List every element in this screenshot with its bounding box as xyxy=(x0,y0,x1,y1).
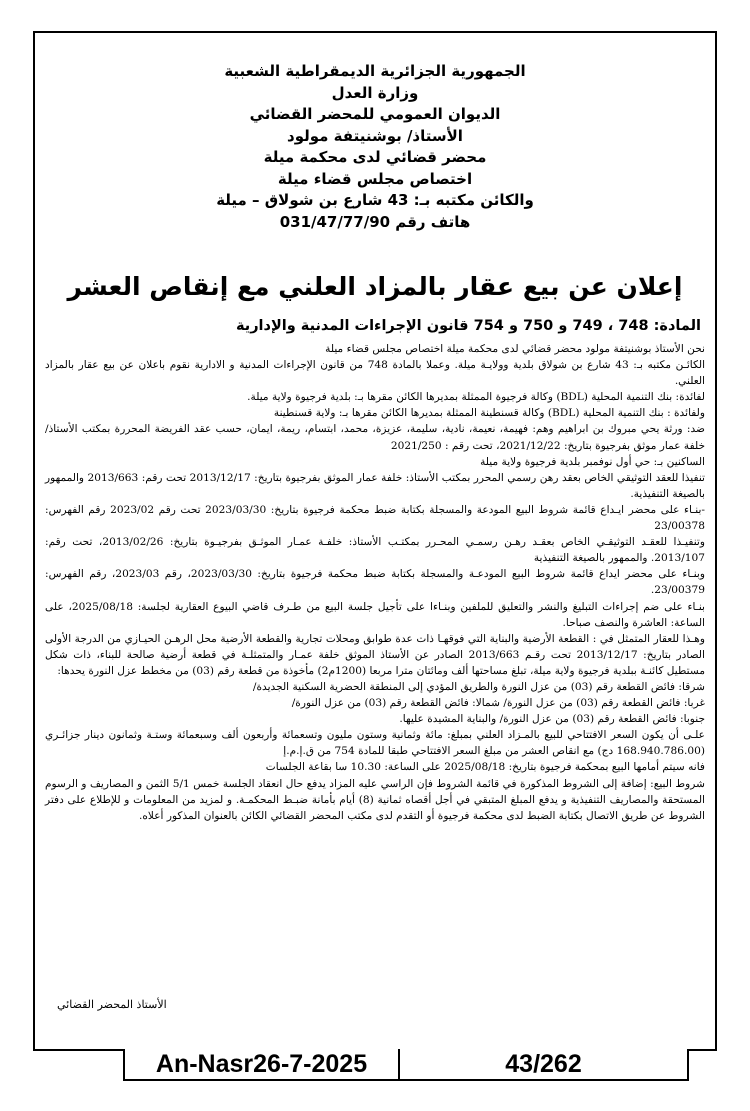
notice-subtitle: المادة: 748 ، 749 و 750 و 754 قانون الإجراءات المدنية والإدارية xyxy=(235,318,701,334)
header-republic: الجمهورية الجزائرية الديمقراطية الشعبية xyxy=(224,62,526,80)
body-paragraph: غربا: فائض القطعة رقم (03) من عزل النورة/ شمالا: فائض القطعة رقم (03) من عزل النورة/ xyxy=(291,697,705,710)
body-paragraph: علـى أن يكون السعر الافتتاحي للبيع بالمـزاد العلني بمبلغ: مائة وثمانية وستون مليون وتسعمائة وأربعون ألف وسبعمائة وستـة وثمانون دينار جزائـري (168.940.786.00 دج) مع انقاص العشر من مبلغ السعر الافتتاحي طبقا للمادة 754 من ق.إ.م.إ xyxy=(45,729,705,758)
body-paragraph: وبنـاء على محضر ايداع قائمة شروط البيع المودعـة والمسجلة بكتابة ضبط محكمة فرجيوة بتاريخ: 2023/03/30، رقم 2023/03، رقم الفهرس: 23/00379. xyxy=(45,568,705,597)
notice-body xyxy=(45,341,705,824)
body-paragraph: الساكنين بـ: حي أول نوفمبر بلدية فرجيوة ولاية ميلة xyxy=(480,455,705,468)
body-paragraph: نحن الأستاذ بوشنيتفة مولود محضر قضائي لدى محكمة ميلة اختصاص مجلس قضاء ميلة xyxy=(325,343,705,355)
body-paragraph: الكائـن مكتبه بـ: 43 شارع بن شولاق بلدية وولايـة ميلة. وعملا بالمادة 748 من قانون الإجراءات المدنية و الادارية نقوم باعلان عن بيع عقار بالمزاد العلني. xyxy=(45,359,706,388)
body-paragraph: ضد: ورثة يحي مبروك بن ابراهيم وهم: فهيمة، نعيمة، نادية، سليمة، عزيزة، محمد، ابتسام، ريمة، ايمان، حسب عقد الفريضة المحررة بمكتب الأستاذ/ خلفة عمار موثق بفرجيوة بتاريخ: 2021/12/22، تحت رقم : 2021/250 xyxy=(45,423,705,452)
signature: الأستاذ المحضر القضائي xyxy=(57,998,167,1011)
header-bailiff-name: الأستاذ/ بوشنيتفة مولود xyxy=(287,126,463,145)
header-court: محضر قضائي لدى محكمة ميلة xyxy=(263,148,487,166)
header-ministry: وزارة العدل xyxy=(331,83,419,102)
body-paragraph: شرقا: فائض القطعة رقم (03) من عزل النورة والطريق المؤدي إلى المنطقة الحضرية السكنية الجديدة/ xyxy=(252,680,705,693)
body-paragraph: وتنفيـذا للعقـد التوثيقـي الخاص بعقـد رهـن رسمـي المحـرر بمكتـب الأستاذ: خلفـة عمـار الموثـق بفرجيـوة بتاريخ: 2013/02/26، تحت رقم: 2013/107. والممهور بالصيغة التنفيذية xyxy=(45,536,705,565)
notice-title: إعلان عن بيع عقار بالمزاد العلني مع إنقاص العشر xyxy=(67,272,683,301)
body-paragraph: جنوبا: فائض القطعة رقم (03) من عزل النورة/ والبناية المشيدة عليها. xyxy=(399,713,705,726)
body-paragraph: وهـذا للعقار المتمثل في : القطعة الأرضية والبناية التي فوقهـا ذات عدة طوابق ومحلات تجارية والقطعة الأرضية محل الرهـن الحيـازي من الدرجة الأولى الصادر بتاريخ: 2013/12/17 تحت رقـم 2013/663 الصادر عن الأستاذ الموثق خلفة عمـار والمتمثلـة في قطعة أرضية صالحة للبناء، ذات شكل مستطيل كائنـة ببلدية فرجيوة ولاية ميلة، تبلغ مساحتها ألف ومائتان مترا مربعا (1200م2) مأخوذة من قطعة رقم (03) من مخطط عزل النورة يحدها: xyxy=(45,632,705,677)
body-paragraph: بنـاء على ضم إجراءات التبليغ والنشر والتعليق للملفين وبنـاءا على تأجيل جلسة البيع من طـرف قاضي البيوع العقارية لجلسة: 2025/08/18، على الساعة: العاشرة والنصف صباحا. xyxy=(45,600,705,629)
header-jurisdiction: اختصاص مجلس قضاء ميلة xyxy=(277,169,473,188)
newspaper-date: An-Nasr26-7-2025 xyxy=(125,1049,400,1079)
body-paragraph: -بنـاء على محضر ايـداع قائمة شروط البيع المودعة والمسجلة بكتابة ضبط محكمة فرجيوة بتاريخ: 2023/03/30 تحت رقم 2023/02 رقم الفهرس: 23/00378 xyxy=(45,503,705,533)
header-address: والكائن مكتبه بـ: 43 شارع بن شولاق – ميلة xyxy=(216,191,534,209)
body-paragraph: فانه سيتم أمامها البيع بمحكمة فرجيوة بتاريخ: 2025/08/18 على الساعة: 10.30 سا بقاعة الجلسات xyxy=(265,761,705,774)
header-phone: هاتف رقم 031/47/77/90 xyxy=(279,212,471,231)
body-paragraph: تنفيذا للعقد التوثيقي الخاص بعقد رهن رسمي المحرر بمكتب الأستاذ: خلفة عمار الموثق بفرجيوة بتاريخ: 2013/12/17 تحت رقم: 2013/663 والممهور بالصيغة التنفيذية. xyxy=(45,471,706,500)
body-paragraph: لفائدة: بنك التنمية المحلية (BDL) وكالة فرجيوة الممثلة بمديرها الكائن مقرها بـ: بلدية فرجيوة ولاية ميلة. xyxy=(247,391,705,404)
header-office: الديوان العمومي للمحضر القضائي xyxy=(249,105,501,123)
notice-header xyxy=(35,61,715,233)
body-paragraph: شروط البيع: إضافة إلى الشروط المذكورة في قائمة الشروط فإن الراسي عليه المزاد يدفع حال انعقاد الجلسة خمس 5/1 الثمن و المصاريف و الرسوم المستحقة والمصاريف التنفيذية و يدفع المبلغ المتبقي في أجل أقصاه ثمانية (8) أيام بأمانة ضبـط المحكمـة. و لمزيد من المعلومات و للإطلاع على دفتر الشروط عن طريق الاتصال بكتابة الضبط لدى محكمة فرجيوة أو التقدم لدى مكتب المحضر القضائي الكائن بالعنوان المذكور أعلاه. xyxy=(45,777,706,822)
notice-frame xyxy=(33,31,717,1051)
publication-footer xyxy=(123,1049,689,1081)
body-paragraph: ولفائدة : بنك التنمية المحلية (BDL) وكالة قسنطينة الممثلة بمديرها الكائن مقرها بـ: ولاية قسنطينة xyxy=(273,407,705,420)
ad-number: 43/262 xyxy=(505,1050,582,1078)
